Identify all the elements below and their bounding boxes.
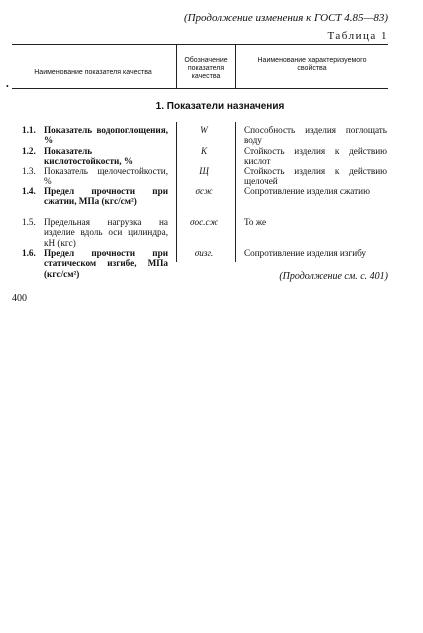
page-number: 400 [12, 293, 27, 304]
row-property: Сопротивление изделия сжатию [244, 186, 370, 196]
row-number: 1.1. [22, 125, 36, 135]
row-symbol: W [200, 125, 208, 135]
row-symbol: Щ [199, 166, 209, 176]
row-name: Предел прочности при статическом изгибе, МПа (кгс/см²) [44, 248, 168, 279]
section-title: 1. Показатели назначения [155, 101, 285, 112]
column-header-name: Наименование показателя качества [34, 69, 152, 76]
row-symbol: σизг. [194, 248, 214, 258]
row-property: Сопротивление изделия изгибу [244, 248, 367, 258]
table-label: Таблица 1 [327, 30, 388, 42]
table-header-bottom-rule [12, 88, 388, 89]
column-header-symbol: Обозначение показателя качества [184, 57, 228, 80]
row-name: Показатель кислотостойкости, % [44, 146, 134, 167]
row-name: Показатель щелочестойкости, % [44, 166, 168, 187]
row-number: 1.6. [22, 248, 36, 258]
header-divider-2 [235, 44, 236, 88]
row-number: 1.3. [22, 166, 36, 176]
row-property: То же [244, 217, 267, 227]
row-symbol: σсж [195, 186, 213, 196]
row-name: Предельная нагрузка на изделие вдоль оси цилиндра, кН (кгс) [44, 217, 168, 248]
row-property: Способность изделия поглощать воду [244, 125, 387, 146]
row-property: Стойкость изделия к действию щелочей [244, 166, 387, 187]
table-top-rule [12, 44, 388, 45]
row-property: Стойкость изделия к действию кислот [244, 146, 387, 167]
row-number: 1.4. [22, 186, 36, 196]
row-number: 1.2. [22, 146, 36, 156]
continuation-note-top: (Продолжение изменения к ГОСТ 4.85—83) [183, 12, 388, 24]
row-symbol: σос.сж [189, 217, 218, 227]
row-name: Предел прочности при сжатии, МПа (кгс/см²) [44, 186, 168, 207]
row-symbol: К [200, 146, 208, 156]
body-divider-2 [235, 122, 236, 262]
row-name: Показатель водопоглощения, % [44, 125, 168, 146]
bullet-mark: • [6, 82, 9, 91]
column-header-property: Наименование характеризуемого свойства [257, 57, 367, 72]
continuation-note-bottom: (Продолжение см. с. 401) [279, 271, 388, 282]
header-divider-1 [176, 44, 177, 88]
row-number: 1.5. [22, 217, 36, 227]
